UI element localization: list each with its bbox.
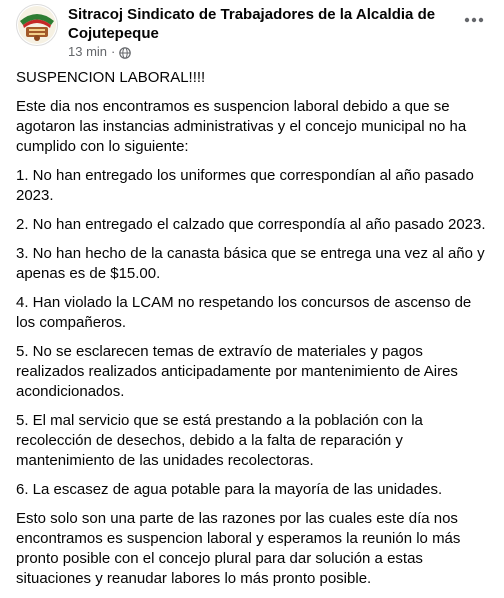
- page-name[interactable]: Sitracoj Sindicato de Trabajadores de la Alcaldia de Cojutepeque: [68, 6, 436, 42]
- union-logo-icon: [17, 5, 57, 45]
- post-body: [16, 68, 494, 598]
- post-meta: [68, 44, 131, 60]
- post-title: SUSPENCION LABORAL!!!!: [16, 69, 206, 86]
- more-options-icon[interactable]: [456, 8, 492, 32]
- post-conclusion: Esto solo son una parte de las razones por las cuales este día nos encontramos es suspencion laboral y esperamos la reunión lo más pronto posible con el concejo plural para dar solución a estas situaciones y reanudar labores lo más pronto posible.: [16, 510, 461, 587]
- post-intro: Este dia nos encontramos es suspencion laboral debido a que se agotaron las instancias administrativas y el concejo municipal no ha cumplido con lo siguiente:: [16, 98, 467, 155]
- list-item: 2. No han entregado el calzado que correspondía al año pasado 2023.: [16, 216, 486, 233]
- meta-separator: ·: [111, 44, 116, 59]
- avatar[interactable]: [16, 4, 58, 46]
- list-item: 6. La escasez de agua potable para la mayoría de las unidades.: [16, 481, 443, 498]
- post-header: [0, 0, 504, 70]
- list-item: 5. No se esclarecen temas de extravío de materiales y pagos realizados realizados anticipadamente por mantenimiento de Aires acondicionados.: [16, 343, 458, 400]
- post-time[interactable]: 13 min: [68, 44, 108, 59]
- list-item: 3. No han hecho de la canasta básica que se entrega una vez al año y apenas es de $15.00.: [16, 245, 485, 282]
- globe-icon[interactable]: [119, 47, 131, 59]
- list-item: 5. El mal servicio que se está prestando a la población con la recolección de desechos, debido a la falta de reparación y mantenimiento de las unidades recolectoras.: [16, 412, 423, 469]
- list-item: 1. No han entregado los uniformes que correspondían al año pasado 2023.: [16, 167, 474, 204]
- list-item: 4. Han violado la LCAM no respetando los concursos de ascenso de los compañeros.: [16, 294, 472, 331]
